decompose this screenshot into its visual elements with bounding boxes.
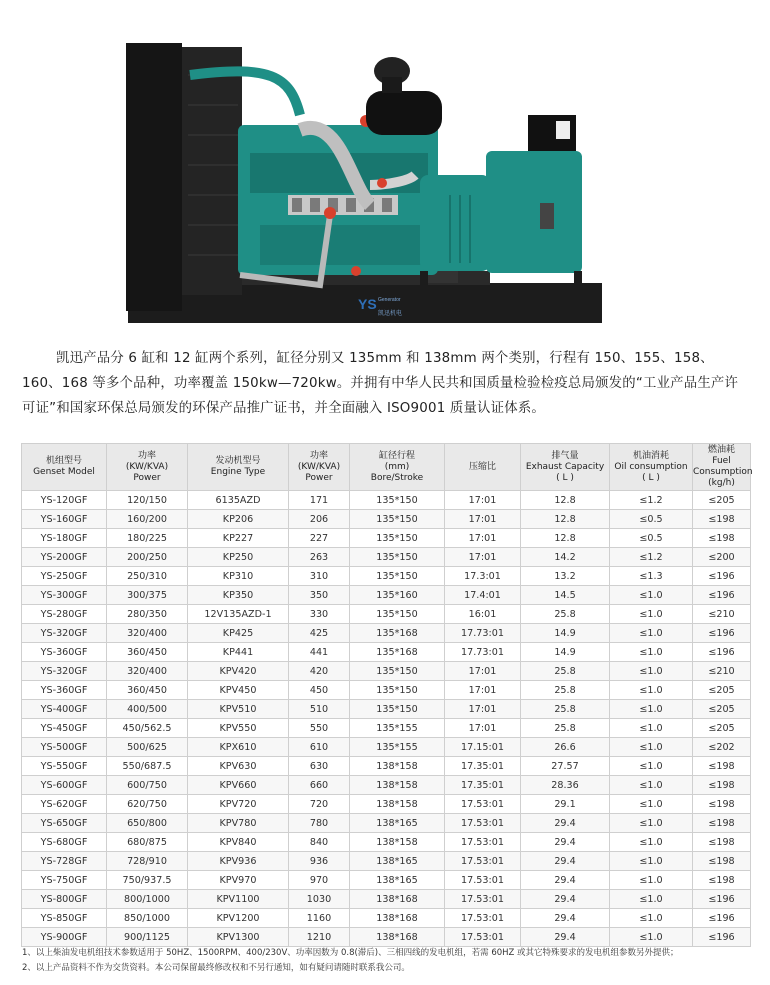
table-cell: ≤1.0	[610, 833, 693, 852]
table-cell: ≤1.0	[610, 681, 693, 700]
table-cell: 29.1	[521, 795, 610, 814]
table-cell: 850/1000	[107, 909, 188, 928]
table-cell: 160/200	[107, 510, 188, 529]
table-cell: 29.4	[521, 928, 610, 947]
table-row	[22, 871, 751, 890]
table-cell: 720	[289, 795, 350, 814]
table-cell: 263	[289, 548, 350, 567]
table-cell: ≤1.0	[610, 795, 693, 814]
table-cell: KPV1200	[188, 909, 289, 928]
table-row	[22, 491, 751, 510]
table-cell: 17.15:01	[445, 738, 521, 757]
table-cell: 135*150	[350, 529, 445, 548]
table-cell: YS-728GF	[22, 852, 107, 871]
table-cell: YS-400GF	[22, 700, 107, 719]
table-cell: 138*168	[350, 909, 445, 928]
table-cell: ≤0.5	[610, 510, 693, 529]
table-cell: 25.8	[521, 719, 610, 738]
table-cell: 17:01	[445, 719, 521, 738]
table-cell: ≤1.0	[610, 871, 693, 890]
table-cell: ≤196	[693, 586, 751, 605]
table-cell: 280/350	[107, 605, 188, 624]
table-cell: ≤1.0	[610, 643, 693, 662]
table-cell: ≤1.2	[610, 491, 693, 510]
table-cell: 17.53:01	[445, 871, 521, 890]
table-cell: 138*158	[350, 795, 445, 814]
table-cell: 970	[289, 871, 350, 890]
table-cell: 135*155	[350, 738, 445, 757]
table-cell: 780	[289, 814, 350, 833]
table-cell: ≤1.0	[610, 890, 693, 909]
table-cell: YS-160GF	[22, 510, 107, 529]
table-cell: YS-250GF	[22, 567, 107, 586]
table-cell: KPV1300	[188, 928, 289, 947]
table-cell: 17.53:01	[445, 833, 521, 852]
table-cell: YS-620GF	[22, 795, 107, 814]
table-cell: ≤200	[693, 548, 751, 567]
table-cell: 550/687.5	[107, 757, 188, 776]
table-cell: 600/750	[107, 776, 188, 795]
table-cell: YS-360GF	[22, 643, 107, 662]
table-cell: ≤198	[693, 814, 751, 833]
table-row	[22, 852, 751, 871]
table-cell: 135*150	[350, 700, 445, 719]
table-cell: KPV420	[188, 662, 289, 681]
table-cell: YS-320GF	[22, 624, 107, 643]
header-bore-stroke: 缸径行程 (mm) Bore/Stroke	[350, 444, 445, 491]
table-cell: ≤202	[693, 738, 751, 757]
table-cell: 320/400	[107, 662, 188, 681]
table-cell: YS-600GF	[22, 776, 107, 795]
table-cell: KPV660	[188, 776, 289, 795]
table-cell: 1030	[289, 890, 350, 909]
header-oil-consumption: 机油消耗 Oil consumption ( L )	[610, 444, 693, 491]
table-cell: 200/250	[107, 548, 188, 567]
table-cell: 171	[289, 491, 350, 510]
table-row	[22, 833, 751, 852]
table-cell: 138*158	[350, 833, 445, 852]
table-cell: 25.8	[521, 662, 610, 681]
table-cell: YS-680GF	[22, 833, 107, 852]
header-genset-model: 机组型号 Genset Model	[22, 444, 107, 491]
table-cell: 840	[289, 833, 350, 852]
table-cell: ≤198	[693, 795, 751, 814]
table-cell: 138*168	[350, 928, 445, 947]
table-cell: ≤210	[693, 605, 751, 624]
table-cell: KP441	[188, 643, 289, 662]
table-cell: 12.8	[521, 491, 610, 510]
table-cell: 17.73:01	[445, 624, 521, 643]
table-cell: YS-320GF	[22, 662, 107, 681]
table-row	[22, 567, 751, 586]
table-row	[22, 795, 751, 814]
table-cell: ≤1.0	[610, 776, 693, 795]
table-cell: 28.36	[521, 776, 610, 795]
table-cell: 310	[289, 567, 350, 586]
table-cell: YS-360GF	[22, 681, 107, 700]
table-row	[22, 548, 751, 567]
table-cell: ≤1.0	[610, 605, 693, 624]
table-cell: 135*150	[350, 681, 445, 700]
table-cell: ≤1.0	[610, 662, 693, 681]
table-cell: 17.53:01	[445, 852, 521, 871]
table-cell: 17:01	[445, 491, 521, 510]
header-engine-type: 发动机型号 Engine Type	[188, 444, 289, 491]
radiator	[126, 43, 182, 311]
table-cell: 17.35:01	[445, 757, 521, 776]
table-cell: 360/450	[107, 643, 188, 662]
table-cell: 441	[289, 643, 350, 662]
footnote-2: 2、以上产品资料不作为交货资料。本公司保留最终修改权和不另行通知，如有疑问请随时联系我公司。	[22, 963, 410, 973]
table-cell: ≤1.0	[610, 757, 693, 776]
table-cell: KPV970	[188, 871, 289, 890]
table-cell: 27.57	[521, 757, 610, 776]
table-cell: 29.4	[521, 833, 610, 852]
table-row	[22, 662, 751, 681]
table-cell: ≤196	[693, 643, 751, 662]
table-cell: 135*150	[350, 548, 445, 567]
table-cell: KP227	[188, 529, 289, 548]
table-cell: 620/750	[107, 795, 188, 814]
table-cell: 450	[289, 681, 350, 700]
table-cell: 227	[289, 529, 350, 548]
table-cell: KP425	[188, 624, 289, 643]
table-cell: 29.4	[521, 890, 610, 909]
table-cell: ≤1.0	[610, 719, 693, 738]
table-cell: YS-120GF	[22, 491, 107, 510]
spec-table	[21, 443, 751, 947]
table-cell: 16:01	[445, 605, 521, 624]
table-cell: 17.35:01	[445, 776, 521, 795]
table-cell: 17.53:01	[445, 928, 521, 947]
table-cell: 450/562.5	[107, 719, 188, 738]
table-cell: ≤1.0	[610, 738, 693, 757]
table-cell: ≤198	[693, 510, 751, 529]
table-cell: 1210	[289, 928, 350, 947]
table-cell: 135*160	[350, 586, 445, 605]
table-cell: ≤1.0	[610, 852, 693, 871]
table-cell: ≤198	[693, 852, 751, 871]
table-cell: 650/800	[107, 814, 188, 833]
table-cell: KPV720	[188, 795, 289, 814]
table-cell: 17.73:01	[445, 643, 521, 662]
table-cell: 17:01	[445, 662, 521, 681]
table-cell: ≤196	[693, 567, 751, 586]
table-cell: 25.8	[521, 700, 610, 719]
table-cell: 630	[289, 757, 350, 776]
table-cell: YS-500GF	[22, 738, 107, 757]
table-cell: YS-850GF	[22, 909, 107, 928]
table-row	[22, 529, 751, 548]
table-row	[22, 605, 751, 624]
table-cell: 135*150	[350, 491, 445, 510]
table-cell: YS-750GF	[22, 871, 107, 890]
table-cell: 12.8	[521, 529, 610, 548]
table-cell: ≤198	[693, 776, 751, 795]
table-cell: 17.53:01	[445, 909, 521, 928]
spec-table-body	[22, 491, 751, 947]
table-cell: 1160	[289, 909, 350, 928]
table-cell: 135*150	[350, 510, 445, 529]
table-cell: 17.53:01	[445, 890, 521, 909]
table-cell: 14.9	[521, 643, 610, 662]
table-cell: KPV450	[188, 681, 289, 700]
table-cell: 138*165	[350, 814, 445, 833]
table-cell: 135*155	[350, 719, 445, 738]
table-cell: KPV510	[188, 700, 289, 719]
table-cell: 138*165	[350, 852, 445, 871]
footnote-1: 1、以上柴油发电机组技术参数适用于 50HZ、1500RPM、400/230V、功率因数为 0.8(滞后)、三相四线的发电机组，若需 60HZ 或其它特殊要求的发电机组参数另外提供；	[22, 948, 679, 958]
table-cell: 180/225	[107, 529, 188, 548]
table-cell: 135*168	[350, 624, 445, 643]
table-cell: YS-550GF	[22, 757, 107, 776]
table-row	[22, 586, 751, 605]
table-cell: ≤198	[693, 529, 751, 548]
table-row	[22, 643, 751, 662]
table-cell: 25.8	[521, 681, 610, 700]
table-row	[22, 719, 751, 738]
table-cell: 500/625	[107, 738, 188, 757]
table-cell: 420	[289, 662, 350, 681]
footnotes	[22, 946, 762, 976]
table-cell: 17.3:01	[445, 567, 521, 586]
table-row	[22, 757, 751, 776]
intro-paragraph: 凯迅产品分 6 缸和 12 缸两个系列，缸径分别又 135mm 和 138mm 两个类别，行程有 150、155、158、160、168 等多个品种，功率覆盖 150kw—720kw。并拥有中华人民共和国质量检验检疫总局颁发的“工业产品生产许可证”和国家环保总局颁发的环保产品推广证书，并全面融入 ISO9001 质量认证体系。	[22, 351, 739, 416]
table-cell: 25.8	[521, 605, 610, 624]
table-cell: 400/500	[107, 700, 188, 719]
table-cell: 300/375	[107, 586, 188, 605]
table-header-row	[22, 444, 751, 491]
table-row	[22, 890, 751, 909]
table-cell: ≤1.0	[610, 928, 693, 947]
table-cell: YS-200GF	[22, 548, 107, 567]
table-cell: 138*165	[350, 871, 445, 890]
table-cell: 29.4	[521, 814, 610, 833]
table-cell: ≤205	[693, 491, 751, 510]
header-power: 功率 (KW/KVA) Power	[107, 444, 188, 491]
table-cell: 14.2	[521, 548, 610, 567]
table-cell: YS-650GF	[22, 814, 107, 833]
table-cell: 680/875	[107, 833, 188, 852]
table-cell: ≤205	[693, 719, 751, 738]
header-exhaust-capacity: 排气量 Exhaust Capacity ( L )	[521, 444, 610, 491]
table-row	[22, 814, 751, 833]
table-row	[22, 681, 751, 700]
table-cell: 660	[289, 776, 350, 795]
table-cell: 510	[289, 700, 350, 719]
header-fuel-consumption: 燃油耗 Fuel Consumption (kg/h)	[693, 444, 751, 491]
table-cell: 936	[289, 852, 350, 871]
table-cell: 17:01	[445, 681, 521, 700]
table-cell: 138*168	[350, 890, 445, 909]
table-cell: 138*158	[350, 757, 445, 776]
table-cell: ≤1.0	[610, 909, 693, 928]
table-cell: ≤1.0	[610, 624, 693, 643]
table-cell: 17:01	[445, 700, 521, 719]
table-cell: KP350	[188, 586, 289, 605]
table-row	[22, 510, 751, 529]
table-cell: 120/150	[107, 491, 188, 510]
table-cell: 6135AZD	[188, 491, 289, 510]
air-filter	[366, 91, 442, 135]
table-cell: KPV630	[188, 757, 289, 776]
table-cell: YS-280GF	[22, 605, 107, 624]
table-cell: KPV780	[188, 814, 289, 833]
table-cell: ≤0.5	[610, 529, 693, 548]
table-cell: 135*150	[350, 567, 445, 586]
table-row	[22, 700, 751, 719]
table-cell: ≤198	[693, 833, 751, 852]
table-cell: KPV1100	[188, 890, 289, 909]
table-cell: YS-180GF	[22, 529, 107, 548]
table-cell: 135*150	[350, 662, 445, 681]
table-row	[22, 738, 751, 757]
table-cell: 12.8	[521, 510, 610, 529]
table-cell: 135*150	[350, 605, 445, 624]
table-cell: 250/310	[107, 567, 188, 586]
table-cell: 138*158	[350, 776, 445, 795]
svg-text:凯迅机电: 凯迅机电	[378, 310, 403, 317]
table-cell: 320/400	[107, 624, 188, 643]
table-cell: 550	[289, 719, 350, 738]
table-cell: ≤196	[693, 890, 751, 909]
table-cell: ≤198	[693, 871, 751, 890]
table-cell: 29.4	[521, 871, 610, 890]
table-cell: 350	[289, 586, 350, 605]
table-cell: 750/937.5	[107, 871, 188, 890]
table-cell: 360/450	[107, 681, 188, 700]
svg-text:Generator: Generator	[378, 297, 401, 303]
alternator	[420, 175, 490, 271]
table-cell: KP206	[188, 510, 289, 529]
table-cell: YS-450GF	[22, 719, 107, 738]
table-cell: 800/1000	[107, 890, 188, 909]
table-cell: 29.4	[521, 852, 610, 871]
table-cell: 900/1125	[107, 928, 188, 947]
table-cell: 135*168	[350, 643, 445, 662]
table-cell: 17.4:01	[445, 586, 521, 605]
table-cell: KP250	[188, 548, 289, 567]
table-cell: ≤196	[693, 928, 751, 947]
table-row	[22, 928, 751, 947]
table-cell: YS-300GF	[22, 586, 107, 605]
table-cell: YS-900GF	[22, 928, 107, 947]
table-cell: ≤1.2	[610, 548, 693, 567]
table-cell: 12V135AZD-1	[188, 605, 289, 624]
table-cell: KPX610	[188, 738, 289, 757]
table-cell: KP310	[188, 567, 289, 586]
table-cell: 330	[289, 605, 350, 624]
table-cell: ≤205	[693, 681, 751, 700]
table-cell: 17:01	[445, 548, 521, 567]
table-cell: ≤1.0	[610, 586, 693, 605]
table-cell: KPV840	[188, 833, 289, 852]
table-cell: 14.9	[521, 624, 610, 643]
table-cell: ≤1.0	[610, 814, 693, 833]
header-engine-power: 功率 (KW/KVA) Power	[289, 444, 350, 491]
generator-image	[120, 35, 610, 335]
table-cell: 29.4	[521, 909, 610, 928]
brand-logo: YS	[358, 296, 377, 312]
table-cell: ≤205	[693, 700, 751, 719]
header-compression-ratio: 压缩比	[445, 444, 521, 491]
table-cell: KPV936	[188, 852, 289, 871]
table-cell: ≤1.3	[610, 567, 693, 586]
table-cell: 425	[289, 624, 350, 643]
table-cell: 17:01	[445, 510, 521, 529]
table-cell: 26.6	[521, 738, 610, 757]
table-cell: ≤196	[693, 624, 751, 643]
table-cell: ≤198	[693, 757, 751, 776]
table-row	[22, 776, 751, 795]
table-cell: 17.53:01	[445, 795, 521, 814]
table-row	[22, 909, 751, 928]
table-cell: ≤196	[693, 909, 751, 928]
table-cell: YS-800GF	[22, 890, 107, 909]
table-cell: 13.2	[521, 567, 610, 586]
table-cell: 17:01	[445, 529, 521, 548]
table-cell: ≤210	[693, 662, 751, 681]
table-cell: 206	[289, 510, 350, 529]
table-cell: 728/910	[107, 852, 188, 871]
table-cell: 17.53:01	[445, 814, 521, 833]
table-cell: KPV550	[188, 719, 289, 738]
table-row	[22, 624, 751, 643]
table-cell: ≤1.0	[610, 700, 693, 719]
table-cell: 14.5	[521, 586, 610, 605]
table-cell: 610	[289, 738, 350, 757]
